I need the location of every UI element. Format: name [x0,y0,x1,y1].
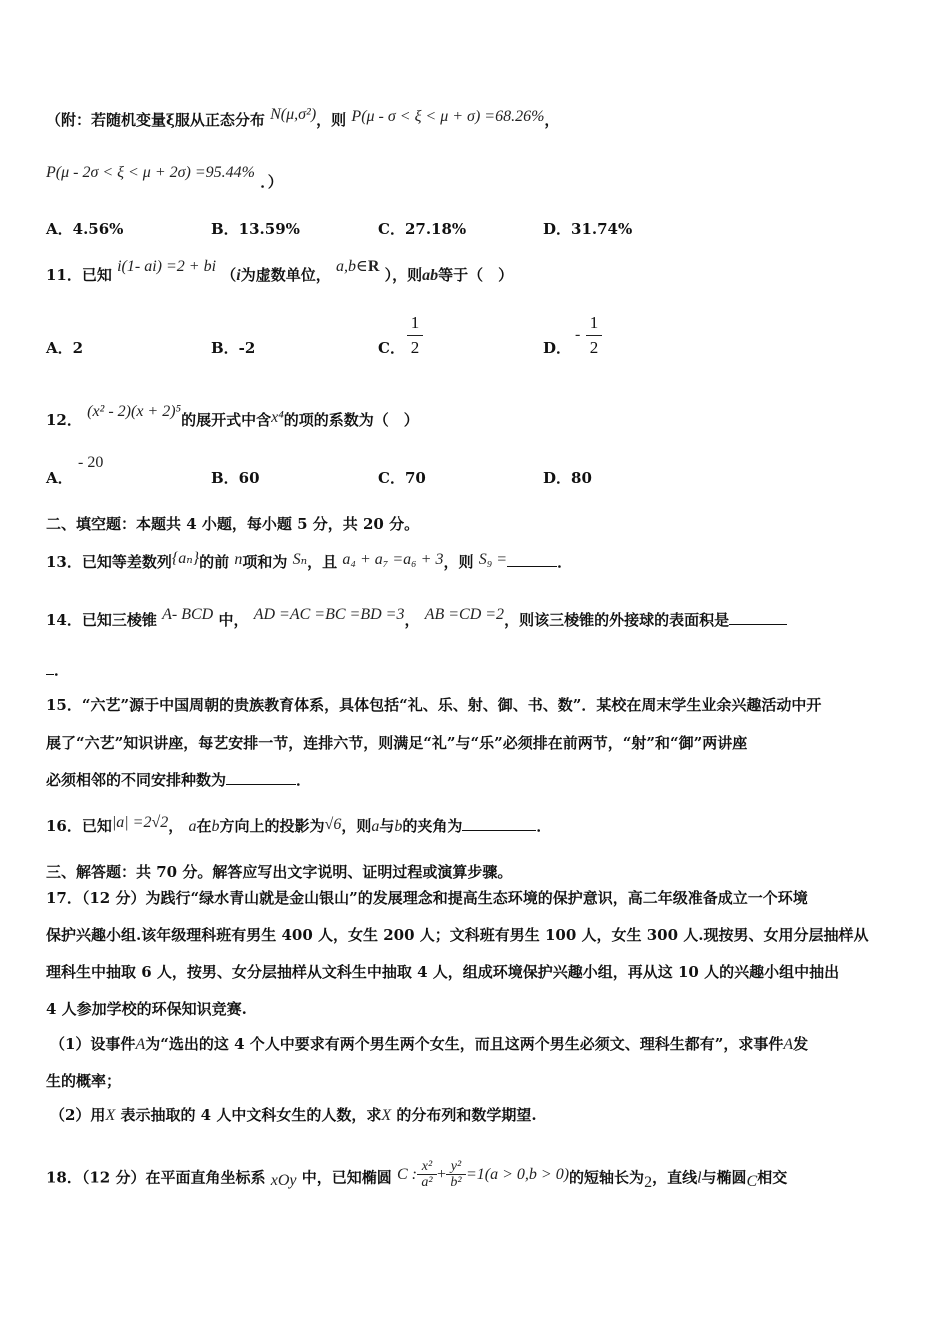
q11-option-a: A．2 [46,339,84,357]
q11-c-numerator: 1 [410,313,420,332]
question-14 [46,606,787,631]
q18-mid3: ，直线 [652,1168,698,1187]
q11-paren: （ [221,266,237,284]
q11-option-d-fraction [586,313,602,358]
q11-condition: a,b∈ [335,258,368,275]
question-15-line-2: 展了“六艺”知识讲座，每艺安排一节，连排六节，则满足“礼”与“乐”必须排在前两节，“射”和“御”两讲座 [46,734,748,752]
note-end: ．） [260,173,283,191]
q14-tetrahedron: A- BCD [162,606,214,623]
q16-projection: √6 [324,816,342,833]
q11-number: 11．已知 [46,266,112,284]
q11-ab: ab [422,267,439,284]
q14-condition-1: AD =AC =BC =BD =3 [253,606,405,623]
q17-part2-b: 表示抽取的 4 人中文科女生的人数，求 [120,1106,382,1124]
q10-option-a: A．4.56% [46,220,124,238]
q12-number: 12． [46,411,82,429]
fraction-bar [407,335,423,336]
q14-sep: ， [404,611,420,629]
q16-a: a [188,818,197,835]
q10-option-d: D．31.74% [543,220,633,238]
q17-event-a: A [135,1036,146,1053]
q18-frac-x [417,1159,437,1190]
question-12 [46,403,419,431]
q11-mid: 为虚数单位， [240,266,331,284]
fraction-bar [586,335,602,336]
q13-s9: S₉ = [478,551,508,568]
q16-norm: |a| =2√2 [111,814,169,831]
q18-line-l: l [697,1169,702,1187]
q11-d-numerator: 1 [589,313,599,332]
q16-b: b [211,818,220,835]
q18-frac-y [446,1159,466,1190]
q15-end: ． [296,771,312,789]
q16-number: 16．已知 [46,817,112,835]
q11-i: i [236,267,241,284]
q14-answer-blank [729,610,787,625]
question-17-part-1 [50,1034,808,1055]
q11-d-sign: - [575,326,581,343]
question-17-part-2 [50,1105,537,1126]
q13-mid2: 项和为 [242,553,288,571]
q17-event-a-2: A [783,1036,794,1053]
q13-condition: a₄ + a₇ =a₆ + 3 [342,551,444,568]
q15-answer-blank [226,770,296,785]
q12-end: 的项的系数为（ ） [283,411,419,429]
q18-end: 相交 [757,1168,788,1187]
q14-end: ，则该三棱锥的外接球的表面积是 [504,611,730,629]
q18-condition: =1(a > 0,b > 0) [466,1165,570,1183]
q16-answer-blank [462,816,536,831]
note-mid: ，则 [316,111,347,129]
note-suffix: ， [544,111,560,129]
question-17-line-2: 保护兴趣小组.该年级理科班有男生 400 人，女生 200 人；文科班有男生 100 人，女生 300 人.现按男、女用分层抽样从 [46,926,869,944]
question-17-line-4: 4 人参加学校的环保知识竞赛. [46,1000,247,1018]
q10-option-b: B．13.59% [211,220,300,238]
q13-n: n [234,551,243,568]
q12-mid: 的展开式中含 [181,411,272,429]
probability-formula-2: P(μ - 2σ < ξ < μ + 2σ) =95.44% [46,164,255,181]
q18-ellipse-c2: C [746,1172,758,1190]
q18-mid2: 的短轴长为 [569,1168,645,1187]
q18-xoy: xOy [270,1171,297,1189]
q14-mid: 中， [218,611,249,629]
q18-mid4: 与椭圆 [701,1168,747,1187]
q12-power: x⁴ [271,409,284,426]
q12-expression: (x² - 2)(x + 2)⁵ [87,403,182,420]
q18-number: 18．（12 分）在平面直角坐标系 [46,1168,266,1187]
question-15-line-1: 15．“六艺”源于中国周朝的贵族教育体系，具体包括“礼、乐、射、御、书、数”．某校在周末学生业余兴趣活动中开 [46,696,822,714]
question-16 [46,816,551,837]
q17-part2-c: 的分布列和数学期望. [396,1106,537,1124]
q14-condition-2: AB =CD =2 [424,606,505,623]
q11-d-denominator: 2 [589,338,599,357]
q11-c-denominator: 2 [410,338,420,357]
q18-two: 2 [644,1173,653,1191]
q18-ellipse-c: C : [396,1165,417,1183]
q11-option-d: D． [543,339,572,357]
q16-mid4: ，则 [341,817,372,835]
q17-part1-b: 为“选出的这 4 个人中要求有两个男生两个女生，而且这两个男生必须文、理科生都有”，求事件 [145,1035,784,1053]
q18-plus: + [436,1165,446,1183]
question-14-continuation [46,660,69,680]
q16-end: ． [536,817,552,835]
q16-mid1: ， [168,817,184,835]
q12-option-d: D．80 [543,469,592,487]
q16-mid5: 与 [379,817,395,835]
q17-part1-a: （1）设事件 [50,1035,136,1053]
question-11 [46,258,514,286]
section-3-heading: 三、解答题：共 70 分。解答应写出文字说明、证明过程或演算步骤。 [46,863,513,881]
question-18 [46,1159,788,1194]
q11-option-c: C． [378,339,405,357]
q11-real-set: R [367,258,380,275]
q18-a-squared: a² [421,1175,433,1190]
q11-expression: i(1- ai) =2 + bi [117,258,217,275]
normal-distribution-formula: N(μ,σ²) [270,106,317,123]
q17-part2-a: （2）用 [50,1106,106,1124]
q14-answer-blank-cont [46,660,54,675]
q17-var-x: X [105,1107,116,1124]
note-line-1 [46,106,560,131]
q13-sequence: {aₙ} [171,550,200,567]
q18-b-squared: b² [450,1175,462,1190]
q18-y-squared: y² [450,1159,462,1174]
question-17-line-3: 理科生中抽取 6 人，按男、女分层抽样从文科生中抽取 4 人，组成环境保护兴趣小组，再从这 10 人的兴趣小组中抽出 [46,963,840,981]
q17-var-x-2: X [381,1107,392,1124]
q16-mid6: 的夹角为 [402,817,463,835]
q18-mid1: 中，已知椭圆 [301,1168,392,1187]
question-13 [46,552,572,573]
q13-number: 13．已知等差数列 [46,553,172,571]
q16-a2: a [371,818,380,835]
q17-part1-c: 发 [793,1035,809,1053]
question-17-line-1: 17．（12 分）为践行“绿水青山就是金山银山”的发展理念和提高生态环境的保护意识，高二年级准备成立一个环境 [46,889,808,907]
q14-cont: ． [54,661,70,679]
q11-tail: ），则 [384,266,423,284]
q13-mid4: ，则 [443,553,474,571]
q11-option-b: B．-2 [211,339,256,357]
q13-end: ． [557,553,573,571]
q16-b2: b [394,818,403,835]
q13-sn: Sₙ [292,551,308,568]
q12-option-a: A． [46,469,73,487]
section-2-heading: 二、填空题：本题共 4 小题，每小题 5 分，共 20 分。 [46,515,420,533]
q13-mid1: 的前 [199,553,230,571]
q12-option-a-value: - 20 [78,454,104,471]
note-prefix: （附：若随机变量ξ服从正态分布 [46,111,265,129]
q16-mid3: 方向上的投影为 [219,817,325,835]
question-17-part-1-line-2: 生的概率； [46,1072,122,1090]
q12-option-c: C．70 [378,469,426,487]
q18-x-squared: x² [421,1159,433,1174]
probability-formula-1: P(μ - σ < ξ < μ + σ) =68.26% [351,108,545,125]
q10-option-c: C．27.18% [378,220,467,238]
q13-mid3: ，且 [307,553,338,571]
q14-number: 14．已知三棱锥 [46,611,157,629]
q15-line-3-text: 必须相邻的不同安排种数为 [46,771,227,789]
note-line-2 [46,164,283,191]
question-15-line-3 [46,770,311,790]
q16-mid2: 在 [196,817,212,835]
q11-end: 等于（ ） [438,266,514,284]
q11-option-c-fraction [407,313,423,358]
q12-option-b: B．60 [211,469,260,487]
q13-answer-blank [507,552,557,567]
